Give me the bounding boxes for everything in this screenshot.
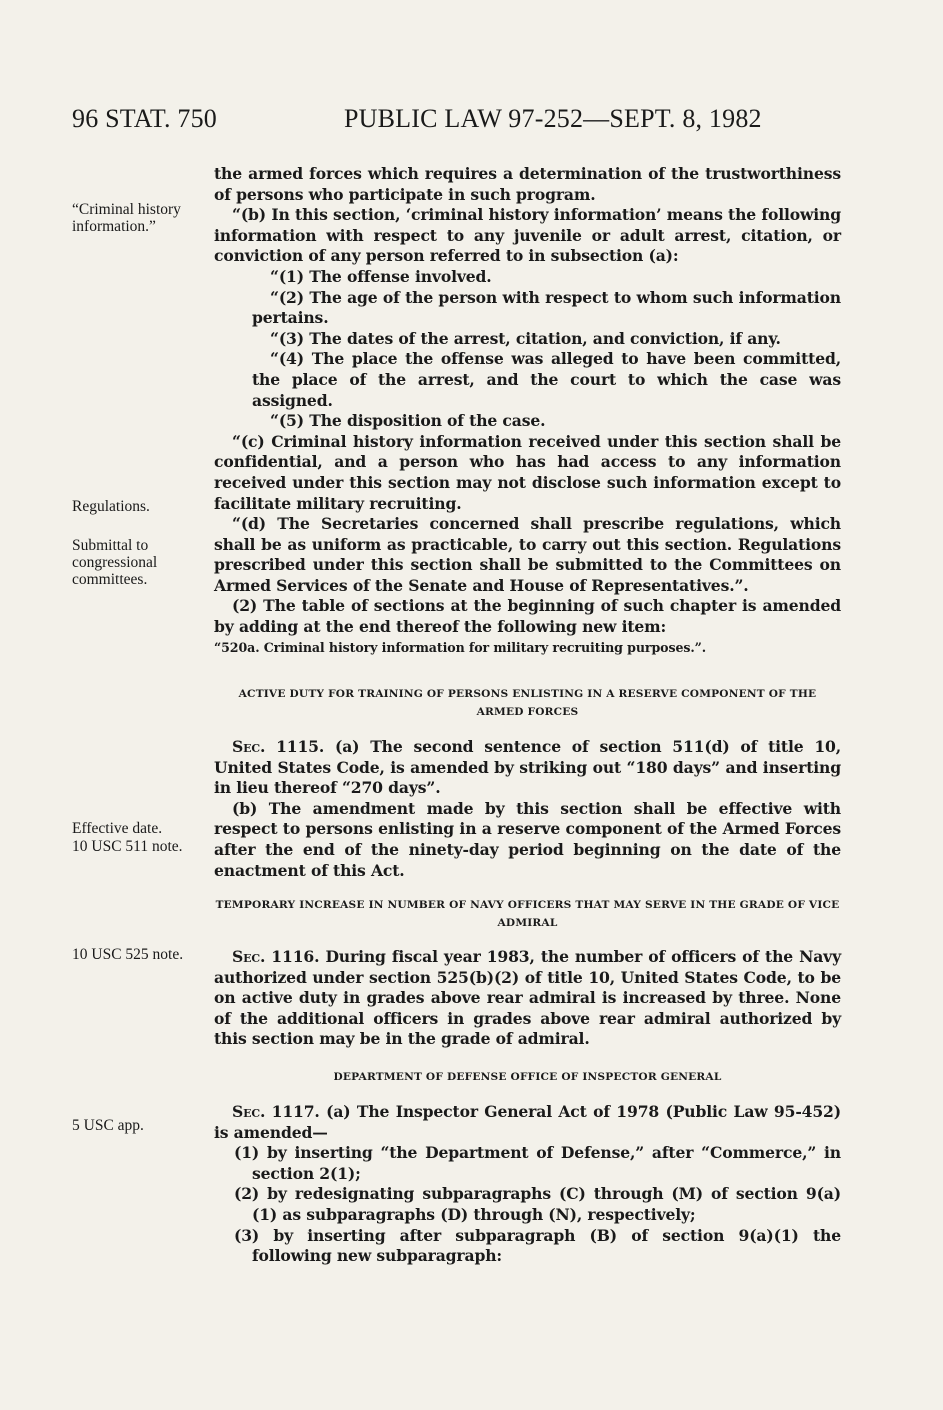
margin-note-10-usc-525: 10 USC 525 note. xyxy=(72,946,184,963)
paragraph-sec-1116 xyxy=(214,947,841,1050)
paragraph-sec-1117-a xyxy=(214,1102,841,1143)
page-header xyxy=(0,104,943,144)
body-block-criminal-history xyxy=(214,164,841,658)
margin-note-5-usc-app: 5 USC app. xyxy=(72,1117,144,1134)
section-heading-1117: DEPARTMENT OF DEFENSE OFFICE OF INSPECTOR GENERAL xyxy=(333,1071,722,1083)
margin-note-criminal-history: “Criminal history information.” xyxy=(72,201,181,235)
sec-1117-a-text: 1117. (a) The Inspector General Act of 1978 (Public Law 95-452) is amended— xyxy=(214,1102,841,1142)
body-block-sec-1116 xyxy=(214,947,841,1050)
list-item: (3) by inserting after subparagraph (B) of section 9(a)(1) the following new subparagraph: xyxy=(234,1225,841,1266)
body-block-sec-1117 xyxy=(214,1102,841,1267)
list-item: “(4) The place the offense was alleged to have been committed, the place of the arrest, and the court to which the case was assigned. xyxy=(252,349,841,410)
margin-note-10-usc-511: 10 USC 511 note. xyxy=(72,838,183,855)
list-item: “(2) The age of the person with respect to whom such information pertains. xyxy=(252,287,841,328)
paragraph-sec-1115-b: (b) The amendment made by this section shall be effective with respect to persons enlisting in a reserve component of the Armed Forces after the end of the ninety-day period beginning on the date of the enactment of this Act. xyxy=(214,798,841,880)
sec-label: Sec. xyxy=(232,947,266,966)
sec-label: Sec. xyxy=(232,1102,266,1121)
body-block-sec-1115 xyxy=(214,737,841,881)
list-item: (1) by inserting “the Department of Defense,” after “Commerce,” in section 2(1); xyxy=(234,1143,841,1183)
paragraph: the armed forces which requires a determination of the trustworthiness of persons who participate in such program. xyxy=(214,164,841,204)
paragraph-subsection-c: “(c) Criminal history information received under this section shall be confidential, and a person who has had access to any information received under this section may not disclose such information except to facilitate military recruiting. xyxy=(214,431,841,513)
new-table-item: “520a. Criminal history information for military recruiting purposes.”. xyxy=(214,639,707,655)
statute-reference: 96 STAT. 750 xyxy=(72,104,218,133)
list-item: “(5) The disposition of the case. xyxy=(270,411,546,431)
law-title: PUBLIC LAW 97-252—SEPT. 8, 1982 xyxy=(344,104,762,133)
section-heading-1116: TEMPORARY INCREASE IN NUMBER OF NAVY OFFICERS THAT MAY SERVE IN THE GRADE OF VICE ADMIRAL xyxy=(215,899,840,929)
list-item: “(1) The offense involved. xyxy=(270,266,492,286)
sec-1116-text: 1116. During fiscal year 1983, the number of officers of the Navy authorized under section 525(b)(2) of title 10, United States Code, to be on active duty in grades above rear admiral is increased by three. None of the additional officers in grades above rear admiral authorized by this section may be in the grade of admiral. xyxy=(214,947,841,1049)
paragraph-table-of-sections: (2) The table of sections at the beginning of such chapter is amended by adding at the end thereof the following new item: xyxy=(214,596,841,637)
paragraph-subsection-d: “(d) The Secretaries concerned shall prescribe regulations, which shall be as uniform as practicable, to carry out this section. Regulations prescribed under this section shall be submitted to the Committees on Armed Services of the Senate and House of Representatives.”. xyxy=(214,514,841,595)
list-item: (2) by redesignating subparagraphs (C) through (M) of section 9(a)(1) as subparagraphs (D) through (N), respectively; xyxy=(234,1184,841,1224)
margin-note-effective-date: Effective date. xyxy=(72,820,163,837)
margin-note-regulations: Regulations. xyxy=(72,498,150,515)
sec-1115-a-text: 1115. (a) The second sentence of section 511(d) of title 10, United States Code, is amended by striking out “180 days” and inserting in lieu thereof “270 days”. xyxy=(214,737,842,798)
paragraph-sec-1115-a xyxy=(214,737,841,799)
sec-label: Sec. xyxy=(232,737,266,756)
margin-note-submittal: Submittal to congressional committees. xyxy=(72,537,158,588)
section-heading-1115: ACTIVE DUTY FOR TRAINING OF PERSONS ENLISTING IN A RESERVE COMPONENT OF THE ARMED FORCES xyxy=(238,688,817,718)
paragraph-subsection-b: “(b) In this section, ‘criminal history information’ means the following information with respect to any juvenile or adult arrest, citation, or conviction of any person referred to in subsection (a): xyxy=(214,205,841,266)
list-item: “(3) The dates of the arrest, citation, and conviction, if any. xyxy=(270,328,781,348)
